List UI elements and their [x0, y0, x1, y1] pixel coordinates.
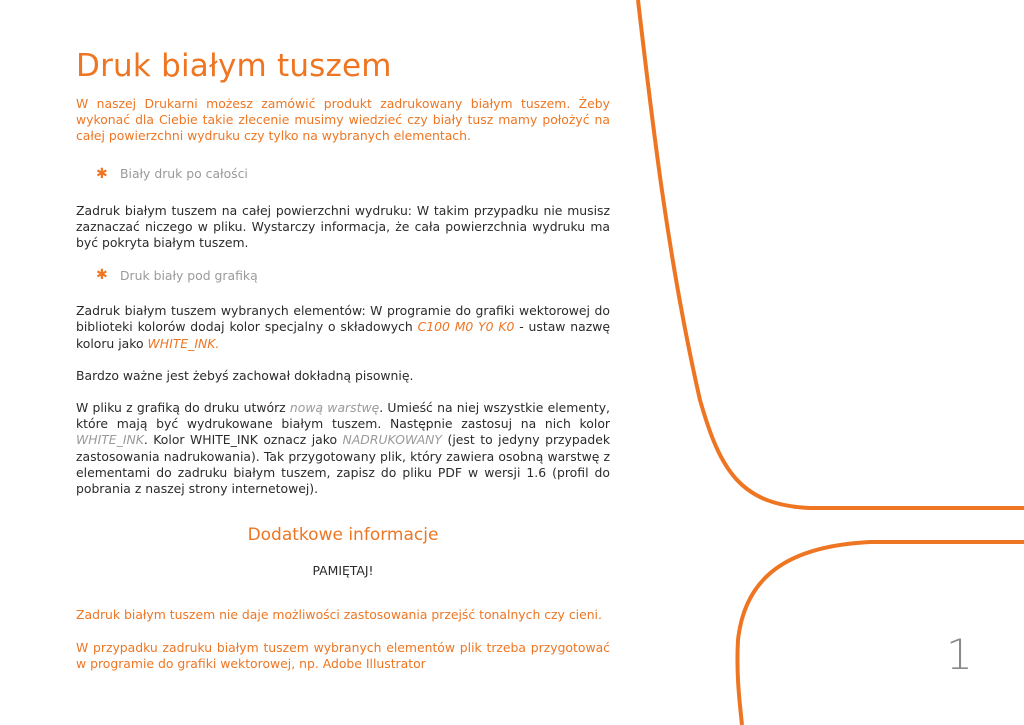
paragraph-full-coverage: Zadruk białym tuszem na całej powierzchni wydruku: W takim przypadku nie musisz zaznaczać niczego w pliku. Wystarczy informacja, że cała powierzchnia wydruku ma być pokryta białym tuszem.	[76, 202, 610, 251]
page-number: 1	[946, 630, 973, 679]
bullet-full-white	[96, 166, 610, 182]
intro-paragraph: W naszej Drukarni możesz zamówić produkt zadrukowany białym tuszem. Żeby wykonać dla Ciebie takie zlecenie musimy wiedzieć czy biały tusz mamy położyć na całej powierzchni wydruku czy tylko na wybranych elementach.	[76, 96, 610, 144]
bullet-label: Druk biały pod grafiką	[120, 267, 258, 283]
paragraph-spelling: Bardzo ważne jest żebyś zachował dokładną pisownię.	[76, 367, 414, 383]
text-run: - ustaw nazwę koloru jako	[76, 319, 610, 351]
bullet-label: Biały druk po całości	[120, 166, 248, 182]
text-run: . Kolor WHITE_INK oznacz jako	[143, 432, 343, 448]
color-spec: C100 M0 Y0 K0	[417, 319, 515, 335]
note-no-gradients: Zadruk białym tuszem nie daje możliwości zastosowania przejść tonalnych czy cieni.	[76, 607, 602, 623]
text-run: . Umieść na niej wszystkie elementy, które mają być wydrukowane białym tuszem. Następnie zastosuj na nich kolor	[76, 400, 610, 432]
asterisk-icon: ✱	[96, 165, 108, 182]
page-title: Druk białym tuszem	[76, 48, 392, 84]
white-ink-term: WHITE_INK	[76, 432, 144, 448]
section-heading-additional-info: Dodatkowe informacje	[247, 525, 439, 546]
remember-label: PAMIĘTAJ!	[312, 563, 374, 579]
asterisk-icon: ✱	[96, 267, 108, 284]
text-run: Zadruk białym tuszem wybranych elementów: W programie do grafiki wektorowej do biblioteki kolorów dodaj kolor specjalny o składowych	[76, 303, 610, 335]
color-name: WHITE_INK.	[147, 335, 220, 351]
text-run: W pliku z grafiką do druku utwórz	[76, 400, 290, 416]
lower-curve	[737, 542, 1024, 725]
new-layer-term: nową warstwę	[289, 400, 380, 416]
note-vector-program: W przypadku zadruku białym tuszem wybranych elementów plik trzeba przygotować w programie do grafiki wektorowej, np. Adobe Illustrator	[76, 639, 610, 671]
paragraph-layer-instructions	[76, 400, 610, 497]
paragraph-selected-elements	[76, 303, 610, 352]
overprint-term: NADRUKOWANY	[342, 432, 443, 448]
text-run: (jest to jedyny przypadek zastosowania nadrukowania). Tak przygotowany plik, który zawiera osobną warstwę z elementami do zadruku białym tuszem, zapisz do pliku PDF w wersji 1.6 (profil do pobrania z naszej strony internetowej).	[76, 432, 610, 497]
bullet-white-under-graphic	[96, 267, 610, 283]
document-body	[76, 48, 610, 688]
upper-curve	[638, 0, 1024, 508]
